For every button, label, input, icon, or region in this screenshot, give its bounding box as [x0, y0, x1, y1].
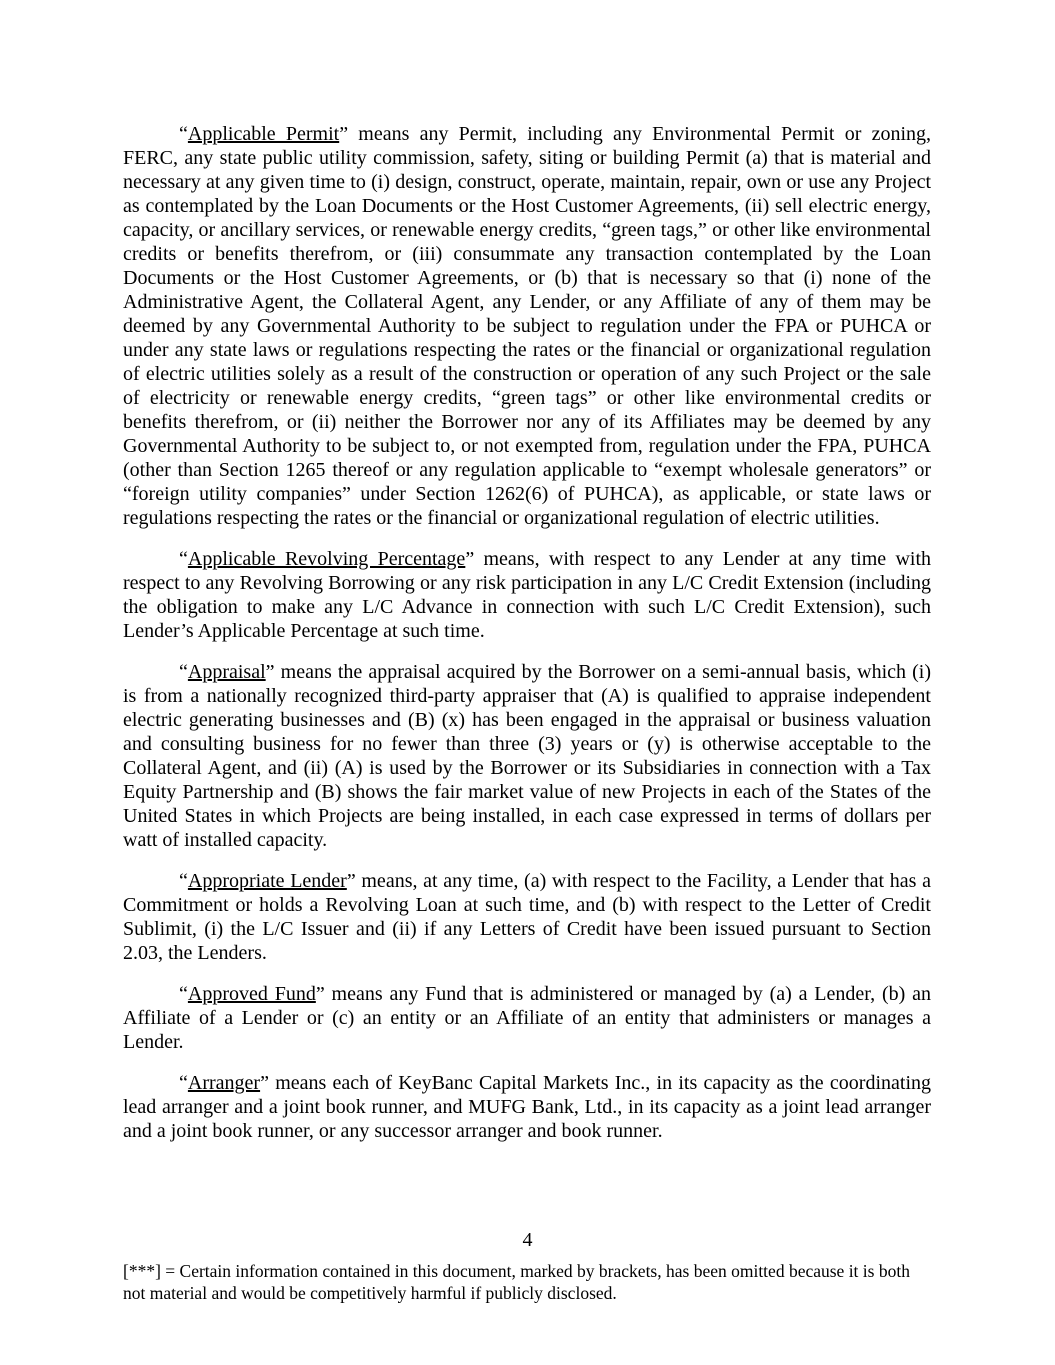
definition-paragraph	[123, 660, 931, 852]
definition-text: ” means, with respect to any Lender at any time with respect to any Revolving Borrowing or any risk participation in any L/C Credit Extension (including the obligation to make any L/C Advance in connection with such L/C Credit Extension), such Lender’s Applicable Percentage at such time.	[123, 548, 931, 642]
definition-paragraph	[123, 1071, 931, 1143]
page-number: 4	[522, 1229, 533, 1251]
definition-text: ” means, at any time, (a) with respect to the Facility, a Lender that has a Commitment or holds a Revolving Loan at such time, and (b) with respect to the Letter of Credit Sublimit, (i) the L/C Issuer and (ii) if any Letters of Credit have been issued pursuant to Section 2.03, the Lenders.	[123, 870, 931, 964]
defined-term: Approved Fund	[187, 983, 316, 1005]
open-quote: “	[179, 661, 188, 683]
defined-term: Applicable Revolving Percentage	[187, 548, 466, 570]
definition-text: ” means the appraisal acquired by the Borrower on a semi-annual basis, which (i) is from a nationally recognized third-party appraiser that (A) is qualified to appraise independent electric generating businesses and (B) (x) has been engaged in the appraisal or business valuation and consulting business for no fewer than three (3) years or (y) is otherwise acceptable to the Collateral Agent, and (ii) (A) is used by the Borrower or its Subsidiaries in connection with a Tax Equity Partnership and (B) shows the fair market value of new Projects in each of the States of the United States in which Projects are being installed, in each case expressed in terms of dollars per watt of installed capacity.	[123, 661, 931, 851]
open-quote: “	[179, 870, 188, 892]
open-quote: “	[179, 983, 188, 1005]
definition-paragraph	[123, 547, 931, 643]
defined-term: Appropriate Lender	[187, 870, 347, 892]
defined-term: Arranger	[187, 1072, 261, 1094]
document-body	[123, 122, 931, 1160]
definition-paragraph	[123, 982, 931, 1054]
open-quote: “	[179, 548, 188, 570]
definition-text: ” means each of KeyBanc Capital Markets Inc., in its capacity as the coordinating lead arranger and a joint book runner, and MUFG Bank, Ltd., in its capacity as a joint lead arranger and a joint book runner, or any successor arranger and book runner.	[123, 1072, 931, 1142]
open-quote: “	[179, 123, 188, 145]
definition-text: ” means any Permit, including any Environmental Permit or zoning, FERC, any state public utility commission, safety, siting or building Permit (a) that is material and necessary at any given time to (i) design, construct, operate, maintain, repair, own or use any Project as contemplated by the Loan Documents or the Host Customer Agreements, (ii) sell electric energy, capacity, or ancillary services, or renewable energy credits, “green tags,” or other like environmental credits or benefits therefrom, or (iii) consummate any transaction contemplated by the Loan Documents or the Host Customer Agreements, or (b) that is necessary so that (i) none of the Administrative Agent, the Collateral Agent, any Lender, or any Affiliate of any of them may be deemed by any Governmental Authority to be subject to regulation under the FPA or PUHCA or under any state laws or regulations respecting the rates or the financial or organizational regulation of electric utilities solely as a result of the construction or operation of any such Project or the sale of electricity or renewable energy credits, “green tags” or other like environmental credits or benefits therefrom, or (ii) neither the Borrower nor any of its Affiliates may be deemed by any Governmental Authority to be subject to, or not exempted from, regulation under the FPA, PUHCA (other than Section 1265 thereof or any regulation applicable to “exempt wholesale generators” or “foreign utility companies” under Section 1262(6) of PUHCA), as applicable, or state laws or regulations respecting the rates or the financial or organizational regulation of electric utilities.	[123, 123, 931, 529]
definition-paragraph	[123, 869, 931, 965]
definition-paragraph	[123, 122, 931, 530]
defined-term: Appraisal	[187, 661, 266, 683]
footnote: [***] = Certain information contained in this document, marked by brackets, has been omitted because it is both not material and would be competitively harmful if publicly disclosed.	[123, 1261, 910, 1303]
definition-text: ” means any Fund that is administered or managed by (a) a Lender, (b) an Affiliate of a Lender or (c) an entity or an Affiliate of an entity that administers or manages a Lender.	[123, 983, 931, 1053]
open-quote: “	[179, 1072, 188, 1094]
defined-term: Applicable Permit	[187, 123, 340, 145]
